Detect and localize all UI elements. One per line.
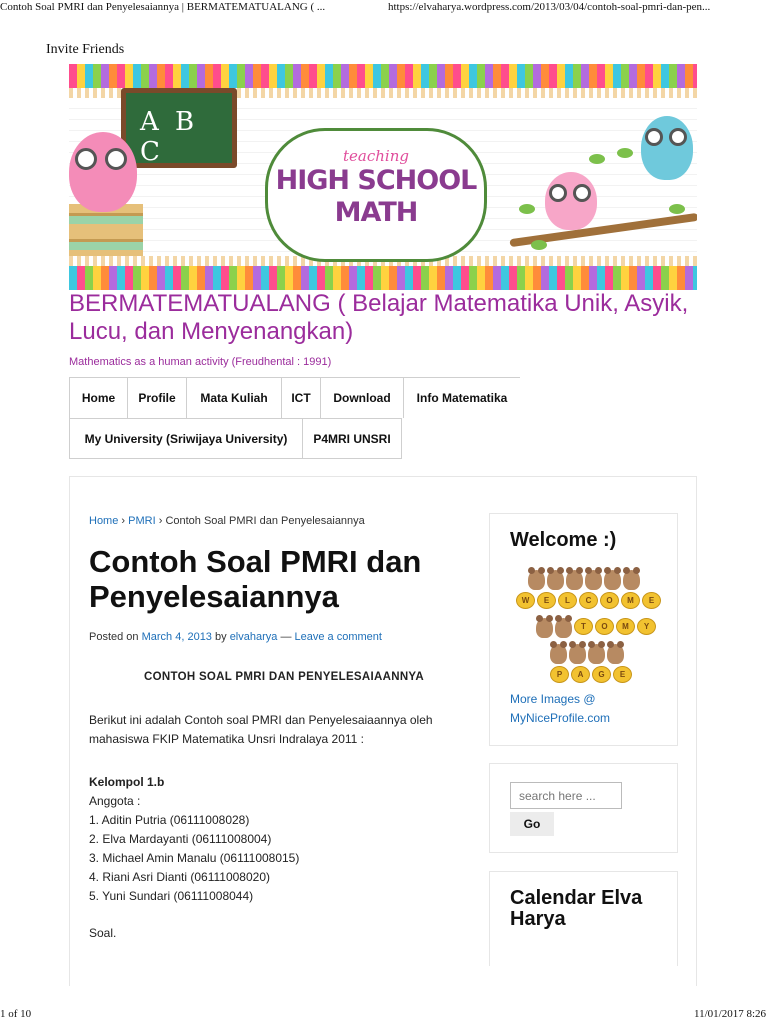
nav-row-1: [69, 377, 520, 418]
welcome-letter-row: [516, 592, 661, 609]
header-banner[interactable]: [69, 64, 697, 290]
leaf-icon: [617, 148, 633, 158]
letter-coin: T: [574, 618, 593, 635]
owl-eye-icon: [549, 184, 567, 202]
post-date-link[interactable]: March 4, 2013: [141, 631, 212, 643]
nav-item-mata-kuliah[interactable]: Mata Kuliah: [186, 378, 281, 418]
print-page-title: Contoh Soal PMRI dan Penyelesaiannya | BERMATEMATUALANG ( ...: [0, 1, 326, 13]
breadcrumb-category-link[interactable]: PMRI: [128, 515, 156, 527]
breadcrumb: [89, 515, 365, 527]
bear-icon: [604, 570, 621, 590]
welcome-widget-title: Welcome :): [510, 529, 617, 551]
leaf-icon: [519, 204, 535, 214]
nav-item-info-matematika[interactable]: Info Matematika: [403, 378, 520, 418]
leaf-icon: [589, 154, 605, 164]
banner-title-cloud: [265, 128, 487, 262]
leaf-icon: [669, 204, 685, 214]
post-title: Contoh Soal PMRI dan Penyelesaiannya: [89, 544, 422, 614]
print-datetime: 11/01/2017 8:26: [693, 1008, 766, 1020]
post-intro: Berikut ini adalah Contoh soal PMRI dan Penyelesaiaannya oleh mahasiswa FKIP Matematika Unsri Indralaya 2011 :: [89, 713, 433, 746]
letter-coin: P: [550, 666, 569, 683]
member-item: 3. Michael Amin Manalu (06111008015): [89, 851, 300, 865]
print-page-url: https://elvaharya.wordpress.com/2013/03/04/contoh-soal-pmri-dan-pen...: [388, 1, 711, 13]
bear-icon: [623, 570, 640, 590]
more-images-link[interactable]: [510, 690, 610, 728]
more-images-line-1: More Images @: [510, 692, 596, 706]
letter-coin: O: [600, 592, 619, 609]
nav-item-download[interactable]: Download: [320, 378, 403, 418]
page-letter-row: [550, 666, 632, 683]
author-link[interactable]: elvaharya: [229, 631, 278, 643]
owl-pink-illustration: [69, 132, 137, 212]
banner-line-1: HIGH SCHOOL: [275, 165, 477, 196]
print-page-count: 1 of 10: [0, 1008, 32, 1020]
welcome-bears-image[interactable]: [510, 566, 662, 684]
posted-on-label: Posted on: [89, 631, 139, 643]
letter-coin: C: [579, 592, 598, 609]
nav-item-ict[interactable]: ICT: [281, 378, 320, 418]
print-header: [0, 0, 768, 18]
member-item: 4. Riani Asri Dianti (06111008020): [89, 870, 270, 884]
letter-coin: M: [616, 618, 635, 635]
chalkboard-text: A B C: [140, 107, 199, 167]
post-heading: CONTOH SOAL PMRI DAN PENYELESAIAANNYA: [144, 671, 424, 683]
letter-coin: O: [595, 618, 614, 635]
chalkboard-illustration: [121, 88, 237, 168]
nav-item-p4mri-unsri[interactable]: P4MRI UNSRI: [302, 419, 402, 459]
breadcrumb-current: Contoh Soal PMRI dan Penyelesaiannya: [165, 515, 365, 527]
bear-row: [536, 618, 656, 638]
calendar-widget-title: Calendar Elva Harya: [510, 887, 643, 930]
meta-dash: —: [280, 631, 292, 643]
print-footer: [0, 1004, 768, 1024]
owl-small-pink-illustration: [545, 172, 597, 230]
banner-line-2: MATH: [334, 197, 418, 228]
leaf-icon: [531, 240, 547, 250]
owl-eye-icon: [75, 148, 97, 170]
bear-icon: [566, 570, 583, 590]
search-go-button[interactable]: Go: [510, 812, 554, 836]
bear-icon: [585, 570, 602, 590]
search-widget: [489, 763, 678, 853]
member-item: 5. Yuni Sundari (06111008044): [89, 889, 254, 903]
nav-item-home[interactable]: Home: [69, 378, 127, 418]
letter-coin: A: [571, 666, 590, 683]
members-label: Anggota :: [89, 794, 141, 808]
member-item: 2. Elva Mardayanti (06111008004): [89, 832, 272, 846]
owl-eye-icon: [669, 128, 687, 146]
breadcrumb-separator: ›: [158, 515, 163, 527]
banner-teaching: teaching: [343, 147, 409, 165]
post-meta: [89, 631, 382, 643]
member-item: 1. Aditin Putria (06111008028): [89, 813, 250, 827]
letter-coin: E: [613, 666, 632, 683]
site-description: Mathematics as a human activity (Freudhental : 1991): [69, 356, 332, 368]
letter-coin: W: [516, 592, 535, 609]
bear-icon: [547, 570, 564, 590]
post-body: [89, 668, 479, 943]
owl-eye-icon: [573, 184, 591, 202]
invite-friends-link[interactable]: Invite Friends: [46, 42, 125, 57]
site-title-link[interactable]: BERMATEMATUALANG ( Belajar Matematika Unik, Asyik, Lucu, dan Menyenangkan): [69, 290, 689, 345]
owl-eye-icon: [645, 128, 663, 146]
breadcrumb-separator: ›: [121, 515, 126, 527]
nav-row-2: [69, 418, 402, 459]
breadcrumb-home-link[interactable]: Home: [89, 515, 119, 527]
bear-row: [550, 644, 624, 664]
nav-item-my-university[interactable]: My University (Sriwijaya University): [69, 419, 302, 459]
main-navigation: [69, 377, 520, 459]
bear-icon: [536, 618, 553, 638]
search-input[interactable]: [510, 782, 622, 809]
bear-icon: [550, 644, 567, 664]
owl-blue-illustration: [641, 116, 693, 180]
letter-coin: E: [642, 592, 661, 609]
bear-icon: [528, 570, 545, 590]
letter-coin: L: [558, 592, 577, 609]
bear-row: [528, 570, 640, 590]
group-title: Kelompol 1.b: [89, 775, 165, 789]
bear-icon: [607, 644, 624, 664]
owl-eye-icon: [105, 148, 127, 170]
letter-coin: E: [537, 592, 556, 609]
by-label: by: [215, 631, 227, 643]
soal-label: Soal.: [89, 926, 117, 940]
letter-coin: G: [592, 666, 611, 683]
letter-coin: M: [621, 592, 640, 609]
letter-coin: Y: [637, 618, 656, 635]
bear-icon: [569, 644, 586, 664]
calendar-widget: [489, 871, 678, 966]
leave-comment-link[interactable]: Leave a comment: [294, 631, 382, 643]
bear-icon: [555, 618, 572, 638]
more-images-line-2: MyNiceProfile.com: [510, 711, 611, 725]
welcome-widget: [489, 513, 678, 746]
bear-icon: [588, 644, 605, 664]
nav-item-profile[interactable]: Profile: [127, 378, 186, 418]
